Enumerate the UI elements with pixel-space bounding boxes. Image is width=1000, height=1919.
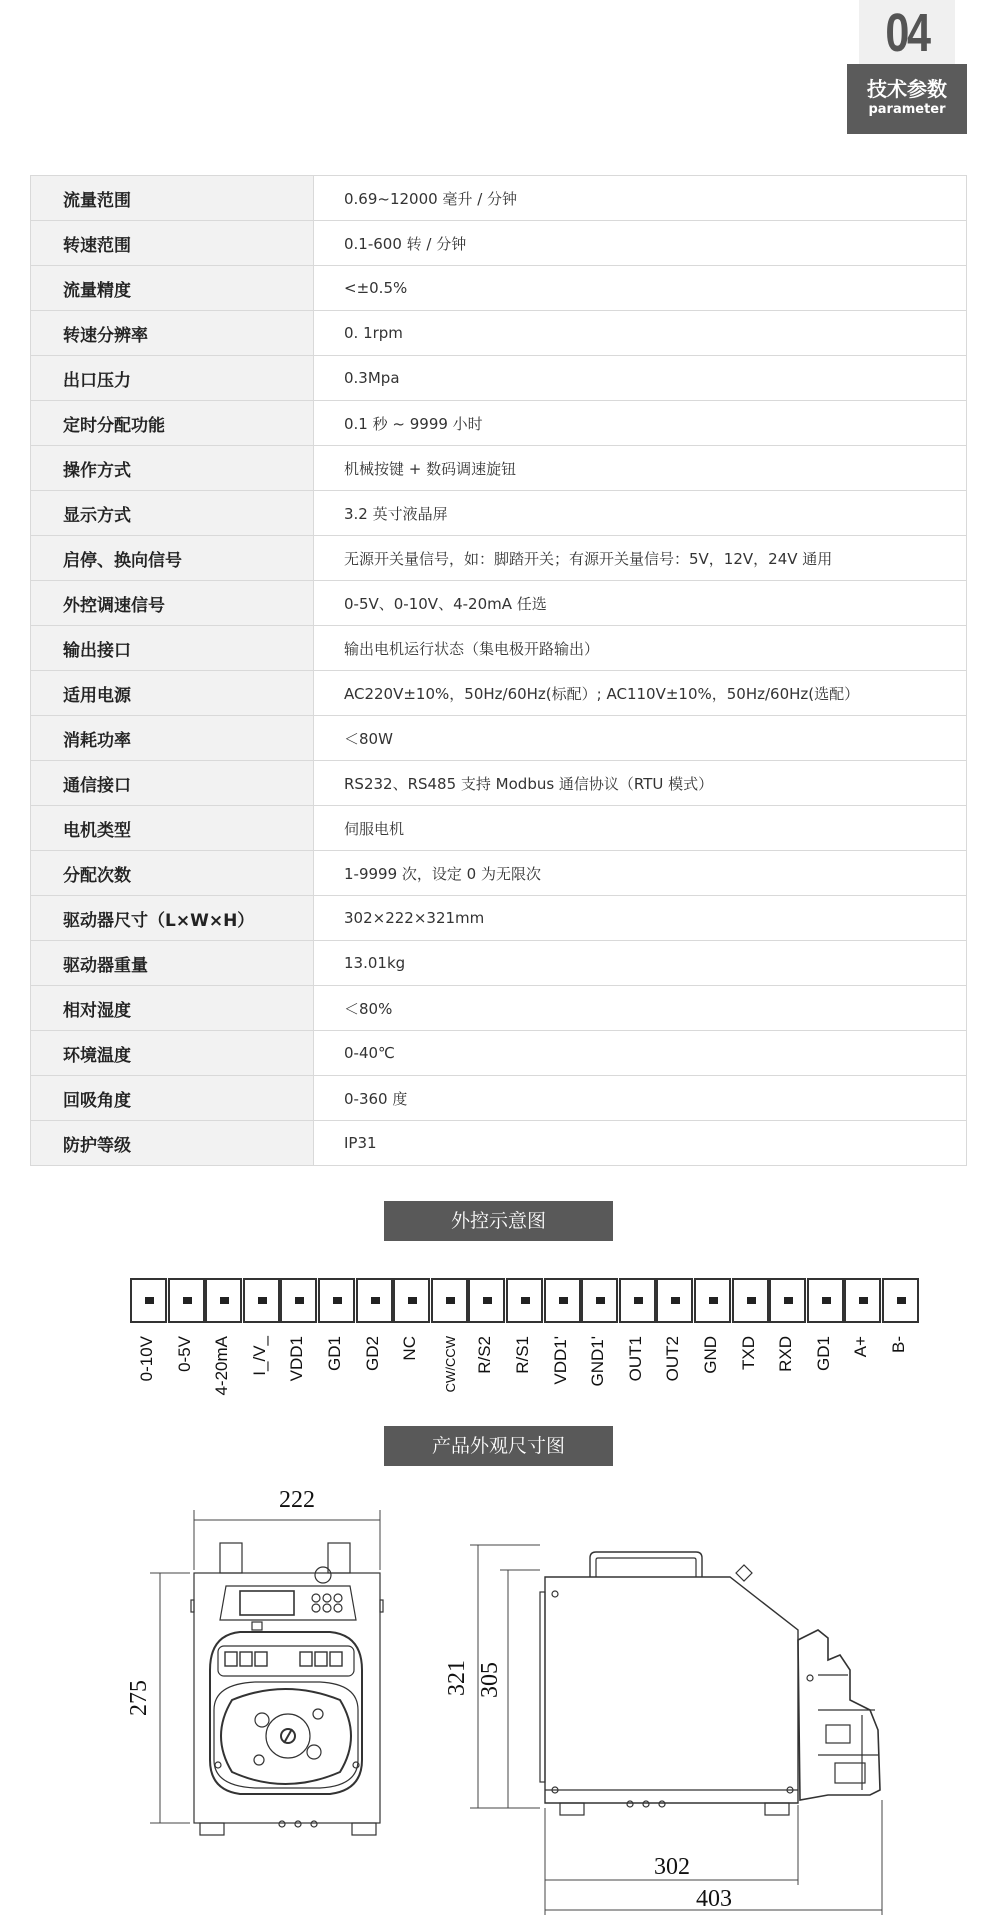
terminal-box [882, 1278, 919, 1323]
terminal-screw [822, 1297, 831, 1304]
spec-row [31, 716, 967, 761]
terminal-screw [634, 1297, 643, 1304]
spec-row [31, 806, 967, 851]
terminal-screw [671, 1297, 680, 1304]
terminal-box [844, 1278, 881, 1323]
terminal-screw [859, 1297, 868, 1304]
terminal-label: RXD [776, 1336, 796, 1372]
spec-row [31, 626, 967, 671]
spec-row [31, 401, 967, 446]
terminal-screw [408, 1297, 417, 1304]
terminal-box [280, 1278, 317, 1323]
terminal-box [581, 1278, 618, 1323]
terminal-box [168, 1278, 205, 1323]
front-height-label: 275 [126, 1680, 152, 1716]
spec-value: AC220V±10%，50Hz/60Hz(标配）; AC110V±10%，50Hz/60Hz(选配） [314, 671, 967, 716]
terminal-screw [747, 1297, 756, 1304]
side-view-drawing [540, 1552, 880, 1815]
external-control-title: 外控示意图 [384, 1201, 613, 1241]
spec-value: 13.01kg [314, 941, 967, 986]
side-depth-total-label: 403 [696, 1886, 732, 1912]
spec-key: 外控调速信号 [31, 581, 314, 626]
terminal-label: OUT2 [663, 1336, 683, 1382]
spec-row [31, 311, 967, 356]
terminal-label: VDD1 [287, 1336, 307, 1382]
terminal-label: NC [400, 1336, 420, 1361]
spec-value: <±0.5% [314, 266, 967, 311]
terminal-screw [709, 1297, 718, 1304]
front-width-label: 222 [279, 1487, 315, 1513]
terminal-label: GD1 [325, 1336, 344, 1371]
terminal-label: I_/V_ [249, 1336, 269, 1376]
spec-value: 302×222×321mm [314, 896, 967, 941]
spec-key: 流量范围 [31, 176, 314, 221]
terminal-label: B- [889, 1336, 908, 1353]
terminal-box [732, 1278, 769, 1323]
terminal-screw [220, 1297, 229, 1304]
terminal-label: GD1 [813, 1336, 833, 1371]
spec-row [31, 941, 967, 986]
terminal-screw [446, 1297, 455, 1304]
spec-key: 操作方式 [31, 446, 314, 491]
terminal-label: CW/CCW [442, 1336, 458, 1393]
spec-value: RS232、RS485 支持 Modbus 通信协议（RTU 模式） [314, 761, 967, 806]
terminal-label: TXD [738, 1336, 758, 1370]
spec-row [31, 446, 967, 491]
terminal-screw [145, 1297, 154, 1304]
spec-key: 回吸角度 [31, 1076, 314, 1121]
spec-row [31, 356, 967, 401]
spec-value: 0.1 秒 ~ 9999 小时 [314, 401, 967, 446]
spec-row [31, 581, 967, 626]
dimensions-title: 产品外观尺寸图 [384, 1426, 613, 1466]
spec-row [31, 986, 967, 1031]
side-height-total-label: 321 [444, 1660, 470, 1696]
spec-key: 流量精度 [31, 266, 314, 311]
spec-value: 3.2 英寸液晶屏 [314, 491, 967, 536]
terminal-screw [258, 1297, 267, 1304]
spec-value: 0.69~12000 毫升 / 分钟 [314, 176, 967, 221]
spec-row [31, 671, 967, 716]
spec-value: 机械按键 + 数码调速旋钮 [314, 446, 967, 491]
spec-value: 无源开关量信号，如：脚踏开关；有源开关量信号：5V，12V，24V 通用 [314, 536, 967, 581]
terminal-screw [295, 1297, 304, 1304]
terminal-label: GD2 [362, 1336, 382, 1371]
terminal-screw [483, 1297, 492, 1304]
spec-value: 0-5V、0-10V、4-20mA 任选 [314, 581, 967, 626]
terminal-label: VDD1' [550, 1336, 570, 1385]
terminal-box [205, 1278, 242, 1323]
terminal-label: 0-5V [174, 1336, 194, 1372]
terminal-box [544, 1278, 581, 1323]
spec-key: 相对湿度 [31, 986, 314, 1031]
spec-table [30, 175, 967, 1166]
terminal-label: OUT1 [625, 1336, 645, 1382]
terminal-box [506, 1278, 543, 1323]
section-label [847, 64, 967, 134]
spec-row [31, 851, 967, 896]
spec-row [31, 1031, 967, 1076]
spec-key: 适用电源 [31, 671, 314, 716]
spec-key: 输出接口 [31, 626, 314, 671]
spec-row [31, 536, 967, 581]
front-view-drawing [191, 1543, 383, 1835]
terminal-box [619, 1278, 656, 1323]
spec-key: 转速范围 [31, 221, 314, 266]
spec-key: 定时分配功能 [31, 401, 314, 446]
terminal-box [318, 1278, 355, 1323]
terminal-box [468, 1278, 505, 1323]
spec-key: 转速分辨率 [31, 311, 314, 356]
spec-row [31, 176, 967, 221]
terminal-box [356, 1278, 393, 1323]
spec-row [31, 1121, 967, 1166]
terminal-box [807, 1278, 844, 1323]
spec-key: 分配次数 [31, 851, 314, 896]
spec-key: 电机类型 [31, 806, 314, 851]
spec-row [31, 896, 967, 941]
dimension-drawings [0, 1460, 1000, 1919]
terminal-box [769, 1278, 806, 1323]
terminal-screw [183, 1297, 192, 1304]
terminal-screw [371, 1297, 380, 1304]
terminal-screw [521, 1297, 530, 1304]
spec-key: 消耗功率 [31, 716, 314, 761]
terminal-box [393, 1278, 430, 1323]
spec-key: 驱动器重量 [31, 941, 314, 986]
section-subtitle: parameter [868, 102, 946, 117]
spec-row [31, 266, 967, 311]
spec-value: 0-360 度 [314, 1076, 967, 1121]
side-height-body-label: 305 [477, 1662, 503, 1698]
spec-value: ＜80% [314, 986, 967, 1031]
spec-value: 0-40℃ [314, 1031, 967, 1076]
spec-value: 0.3Mpa [314, 356, 967, 401]
spec-key: 出口压力 [31, 356, 314, 401]
spec-key: 驱动器尺寸（L×W×H） [31, 896, 314, 941]
spec-row [31, 761, 967, 806]
terminal-box [694, 1278, 731, 1323]
terminal-box [656, 1278, 693, 1323]
spec-row [31, 491, 967, 536]
section-badge [847, 0, 967, 134]
spec-value: 输出电机运行状态（集电极开路输出） [314, 626, 967, 671]
terminal-box [243, 1278, 280, 1323]
section-number: 04 [859, 0, 955, 64]
spec-value: 伺服电机 [314, 806, 967, 851]
spec-value: 1-9999 次，设定 0 为无限次 [314, 851, 967, 896]
terminal-label: GND [701, 1336, 720, 1374]
spec-value: 0. 1rpm [314, 311, 967, 356]
spec-key: 启停、换向信号 [31, 536, 314, 581]
spec-value: IP31 [314, 1121, 967, 1166]
terminal-screw [333, 1297, 342, 1304]
spec-key: 通信接口 [31, 761, 314, 806]
spec-value: ＜80W [314, 716, 967, 761]
spec-key: 防护等级 [31, 1121, 314, 1166]
terminal-screw [897, 1297, 906, 1304]
spec-row [31, 221, 967, 266]
section-title: 技术参数 [867, 77, 947, 101]
terminal-box [130, 1278, 167, 1323]
terminal-screw [596, 1297, 605, 1304]
terminal-screw [784, 1297, 793, 1304]
spec-row [31, 1076, 967, 1121]
spec-key: 环境温度 [31, 1031, 314, 1076]
terminal-label: A+ [851, 1336, 871, 1358]
terminal-label: R/S2 [475, 1336, 495, 1374]
spec-value: 0.1-600 转 / 分钟 [314, 221, 967, 266]
spec-key: 显示方式 [31, 491, 314, 536]
terminal-label: GND1' [588, 1336, 608, 1387]
side-depth-body-label: 302 [654, 1854, 690, 1880]
terminal-label: R/S1 [513, 1336, 532, 1374]
terminal-screw [559, 1297, 568, 1304]
terminal-label: 4-20mA [212, 1336, 232, 1396]
terminal-box [431, 1278, 468, 1323]
terminal-label: 0-10V [137, 1336, 156, 1382]
